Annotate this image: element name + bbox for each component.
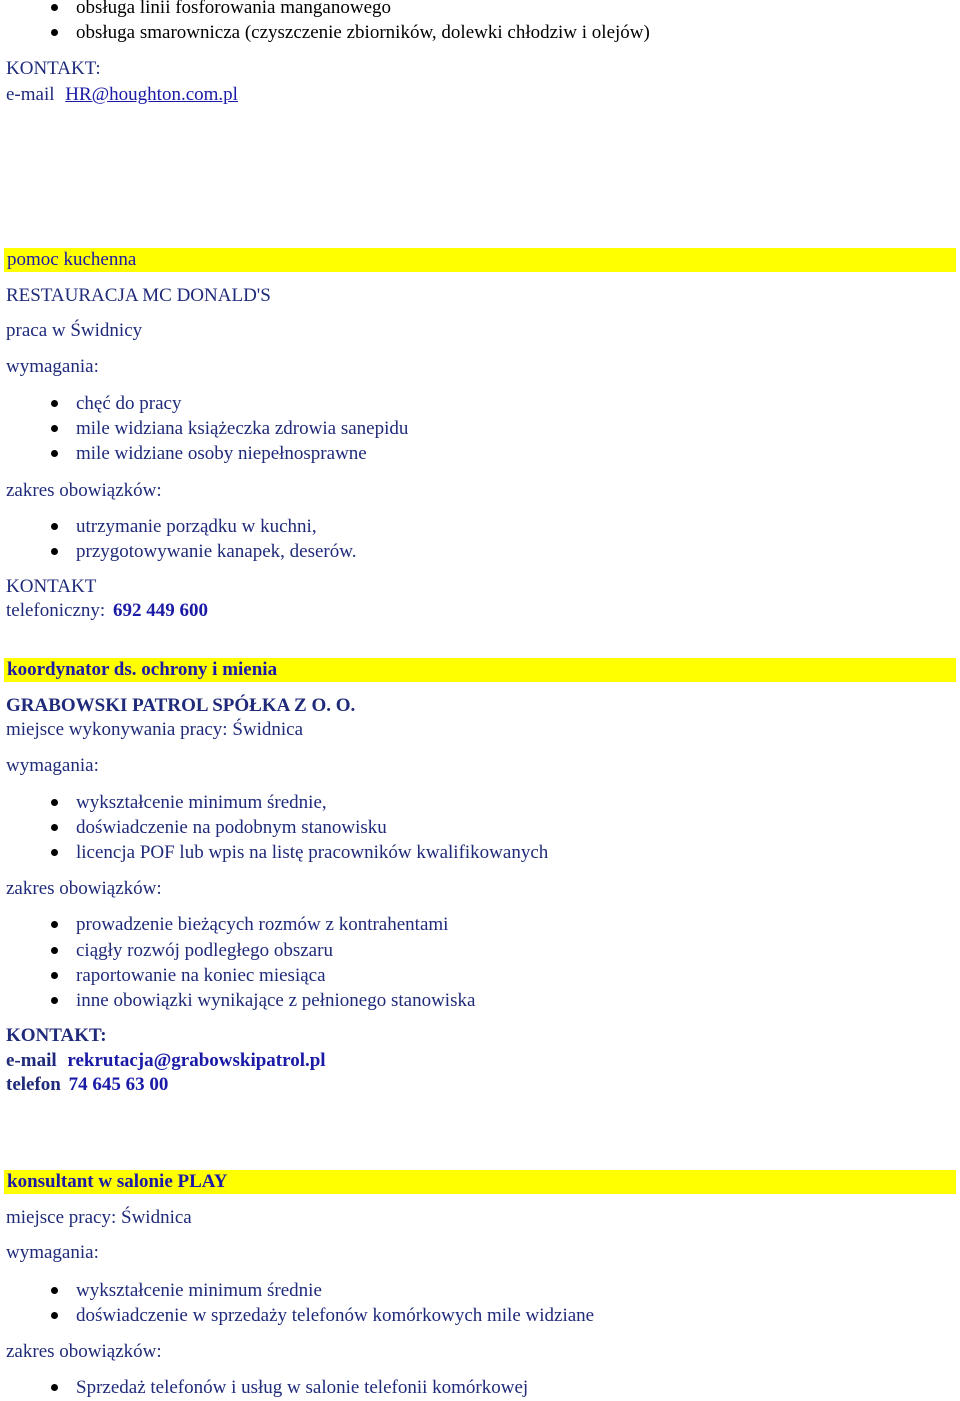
requirements-heading: wymagania: — [6, 1242, 99, 1263]
phone-number: 74 645 63 00 — [68, 1074, 169, 1095]
contact-heading: KONTAKT: — [6, 1025, 107, 1046]
phone-label: telefoniczny: — [6, 600, 106, 621]
email-link[interactable]: HR@houghton.com.pl — [65, 84, 238, 105]
job-title: konsultant w salonie PLAY — [7, 1171, 228, 1192]
list-item: obsługa linii fosforowania manganowego — [76, 0, 391, 19]
list-item: obsługa smarownicza (czyszczenie zbiorników, dolewki chłodziw i olejów) — [76, 22, 650, 43]
list-item: doświadczenie w sprzedaży telefonów komórkowych mile widziane — [76, 1305, 595, 1326]
list-item: doświadczenie na podobnym stanowisku — [76, 817, 387, 838]
job-title-band — [4, 1170, 956, 1194]
duties-heading: zakres obowiązków: — [6, 480, 162, 501]
list-item: przygotowywanie kanapek, deserów. — [76, 541, 357, 562]
duties-heading: zakres obowiązków: — [6, 1341, 162, 1362]
list-item: utrzymanie porządku w kuchni, — [76, 516, 317, 537]
email-address[interactable]: rekrutacja@grabowskipatrol.pl — [67, 1050, 326, 1071]
contact-heading: KONTAKT — [6, 576, 97, 597]
list-item: mile widziana książeczka zdrowia sanepidu — [76, 418, 409, 439]
job-location: praca w Świdnicy — [6, 320, 143, 341]
list-item: licencja POF lub wpis na listę pracowników kwalifikowanych — [76, 842, 549, 863]
duties-heading: zakres obowiązków: — [6, 878, 162, 899]
phone-label: telefon — [6, 1074, 61, 1095]
job-title-band — [4, 248, 956, 272]
requirements-heading: wymagania: — [6, 356, 99, 377]
job-location: miejsce wykonywania pracy: Świdnica — [6, 719, 304, 740]
list-item: Sprzedaż telefonów i usług w salonie telefonii komórkowej — [76, 1377, 529, 1398]
email-label: e-mail — [6, 84, 55, 105]
phone-number: 692 449 600 — [112, 600, 208, 621]
job-location: miejsce pracy: Świdnica — [6, 1207, 192, 1228]
contact-heading: KONTAKT: — [6, 58, 101, 79]
email-row — [6, 84, 238, 106]
phone-row — [6, 600, 208, 622]
phone-row — [6, 1074, 168, 1096]
job-title: pomoc kuchenna — [7, 249, 137, 270]
job-title-band — [4, 658, 956, 682]
email-label: e-mail — [6, 1050, 57, 1071]
list-item: ciągły rozwój podległego obszaru — [76, 940, 333, 961]
job-title: koordynator ds. ochrony i mienia — [7, 659, 278, 680]
list-item: prowadzenie bieżących rozmów z kontrahentami — [76, 914, 449, 935]
company-name: GRABOWSKI PATROL SPÓŁKA Z O. O. — [6, 695, 356, 716]
list-item: inne obowiązki wynikające z pełnionego stanowiska — [76, 990, 476, 1011]
list-item: raportowanie na koniec miesiąca — [76, 965, 326, 986]
requirements-heading: wymagania: — [6, 755, 99, 776]
list-item: mile widziane osoby niepełnosprawne — [76, 443, 367, 464]
list-item: wykształcenie minimum średnie — [76, 1280, 322, 1301]
list-item: chęć do pracy — [76, 393, 182, 414]
list-item: wykształcenie minimum średnie, — [76, 792, 327, 813]
company-name: RESTAURACJA MC DONALD'S — [6, 285, 271, 306]
email-row — [6, 1050, 326, 1072]
